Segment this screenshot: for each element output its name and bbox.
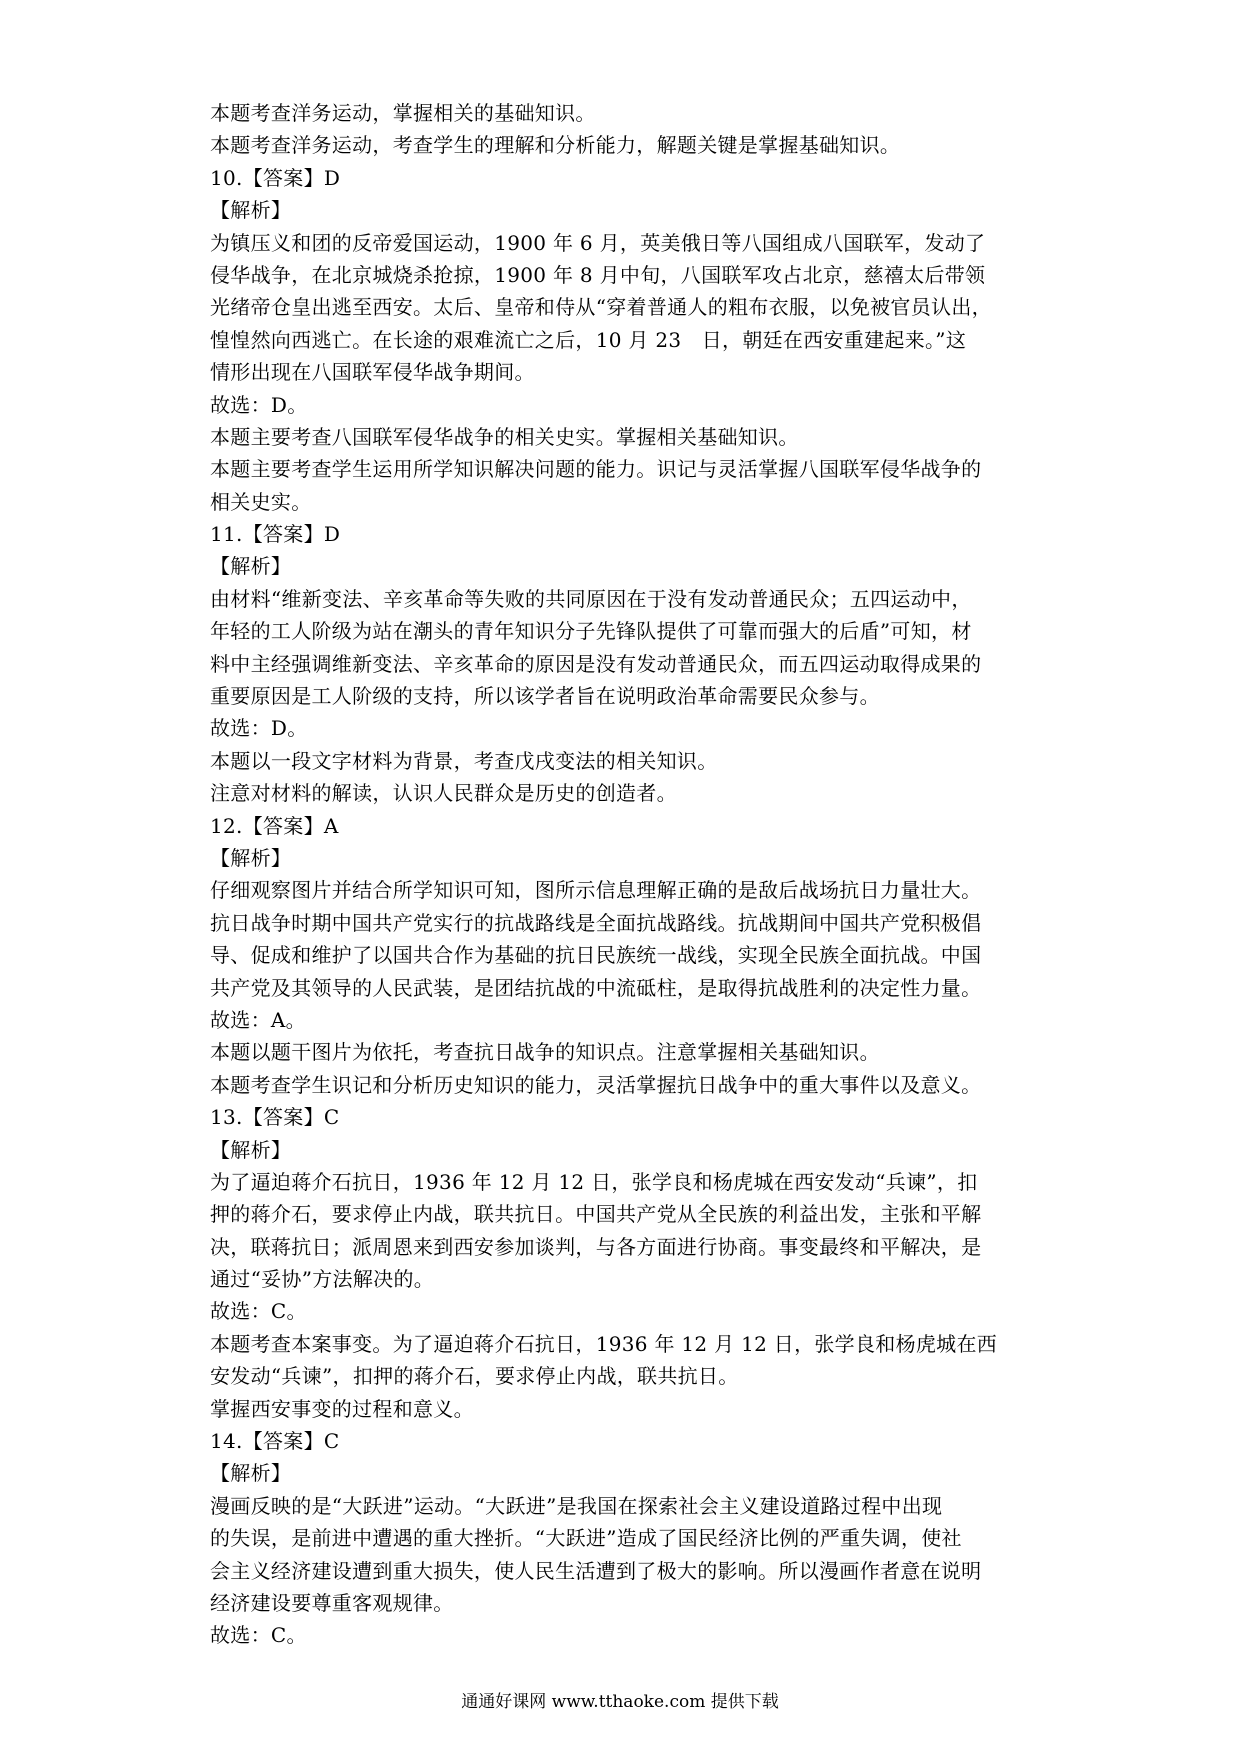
text-line: 本题主要考查八国联军侵华战争的相关史实。掌握相关基础知识。 [210,424,799,449]
text-line: 安发动“兵谏”，扣押的蒋介石，要求停止内战，联共抗日。 [210,1364,739,1389]
text-line: 光绪帝仓皇出逃至西安。太后、皇帝和侍从“穿着普通人的粗布衣服，以免被官员认出， [210,295,992,320]
text-line: 料中主经强调维新变法、辛亥革命的原因是没有发动普通民众，而五四运动取得成果的 [210,651,982,676]
analysis-heading: 【解析】 [210,1137,292,1162]
text-line: 本题考查学生识记和分析历史知识的能力，灵活掌握抗日战争中的重大事件以及意义。 [210,1072,982,1097]
choice-line: 故选：C。 [210,1299,307,1324]
document-body [210,97,1040,1652]
text-line: 本题考查洋务运动，考查学生的理解和分析能力，解题关键是掌握基础知识。 [210,133,901,158]
choice-line: 故选：D。 [210,716,308,741]
answer-heading: 10.【答案】D [210,165,341,190]
text-line: 押的蒋介石，要求停止内战，联共抗日。中国共产党从全民族的利益出发，主张和平解 [210,1202,982,1227]
text-line: 通过“妥协”方法解决的。 [210,1267,435,1292]
text-line: 本题考查本案事变。为了逼迫蒋介石抗日，1936 年 12 月 12 日，张学良和杨虎城在西 [210,1331,998,1356]
choice-line: 故选：C。 [210,1623,307,1648]
text-line: 共产党及其领导的人民武装，是团结抗战的中流砥柱，是取得抗战胜利的决定性力量。 [210,975,982,1000]
analysis-heading: 【解析】 [210,1461,292,1486]
answer-heading: 14.【答案】C [210,1429,340,1454]
text-line: 漫画反映的是“大跃进”运动。“大跃进”是我国在探索社会主义建设道路过程中出现 [210,1493,943,1518]
text-line: 导、促成和维护了以国共合作为基础的抗日民族统一战线，实现全民族全面抗战。中国 [210,943,982,968]
text-line: 会主义经济建设遭到重大损失，使人民生活遭到了极大的影响。所以漫画作者意在说明 [210,1558,982,1583]
text-line: 掌握西安事变的过程和意义。 [210,1396,474,1421]
text-line: 注意对材料的解读，认识人民群众是历史的创造者。 [210,781,677,806]
text-line: 的失误，是前进中遭遇的重大挫折。“大跃进”造成了国民经济比例的严重失调，使社 [210,1526,962,1551]
text-line: 决，联蒋抗日；派周恩来到西安参加谈判，与各方面进行协商。事变最终和平解决，是 [210,1234,982,1259]
text-line: 由材料“维新变法、辛亥革命等失败的共同原因在于没有发动普通民众；五四运动中， [210,586,972,611]
answer-heading: 11.【答案】D [210,522,341,547]
text-line: 相关史实。 [210,489,312,514]
text-line: 经济建设要尊重客观规律。 [210,1590,454,1615]
text-line: 为了逼迫蒋介石抗日，1936 年 12 月 12 日，张学良和杨虎城在西安发动“兵谏”，扣 [210,1169,978,1194]
answer-heading: 13.【答案】C [210,1105,340,1130]
text-line: 本题以题干图片为依托，考查抗日战争的知识点。注意掌握相关基础知识。 [210,1040,880,1065]
text-line: 本题考查洋务运动，掌握相关的基础知识。 [210,101,596,125]
text-line: 本题主要考查学生运用所学知识解决问题的能力。识记与灵活掌握八国联军侵华战争的 [210,457,982,482]
text-line: 重要原因是工人阶级的支持，所以该学者旨在说明政治革命需要民众参与。 [210,684,880,709]
text-line: 本题以一段文字材料为背景，考查戊戌变法的相关知识。 [210,748,718,773]
text-line: 仔细观察图片并结合所学知识可知，图所示信息理解正确的是敌后战场抗日力量壮大。 [210,878,982,903]
text-line: 抗日战争时期中国共产党实行的抗战路线是全面抗战路线。抗战期间中国共产党积极倡 [210,910,982,935]
page-footer: 通通好课网 www.tthaoke.com 提供下载 [461,1692,779,1712]
text-line: 情形出现在八国联军侵华战争期间。 [210,360,535,385]
text-line: 年轻的工人阶级为站在潮头的青年知识分子先锋队提供了可靠而强大的后盾”可知，材 [210,619,972,644]
analysis-heading: 【解析】 [210,845,292,870]
choice-line: 故选：D。 [210,392,308,417]
analysis-heading: 【解析】 [210,554,292,579]
text-line: 为镇压义和团的反帝爱国运动，1900 年 6 月，英美俄日等八国组成八国联军，发动了 [210,230,986,255]
answer-heading: 12.【答案】A [210,813,339,838]
choice-line: 故选：A。 [210,1007,306,1032]
text-line: 侵华战争，在北京城烧杀抢掠，1900 年 8 月中旬，八国联军攻占北京，慈禧太后带领 [210,262,986,287]
text-line: 惶惶然向西逃亡。在长途的艰难流亡之后，10 月 23 日，朝廷在西安重建起来。”这 [210,327,967,352]
analysis-heading: 【解析】 [210,198,292,223]
